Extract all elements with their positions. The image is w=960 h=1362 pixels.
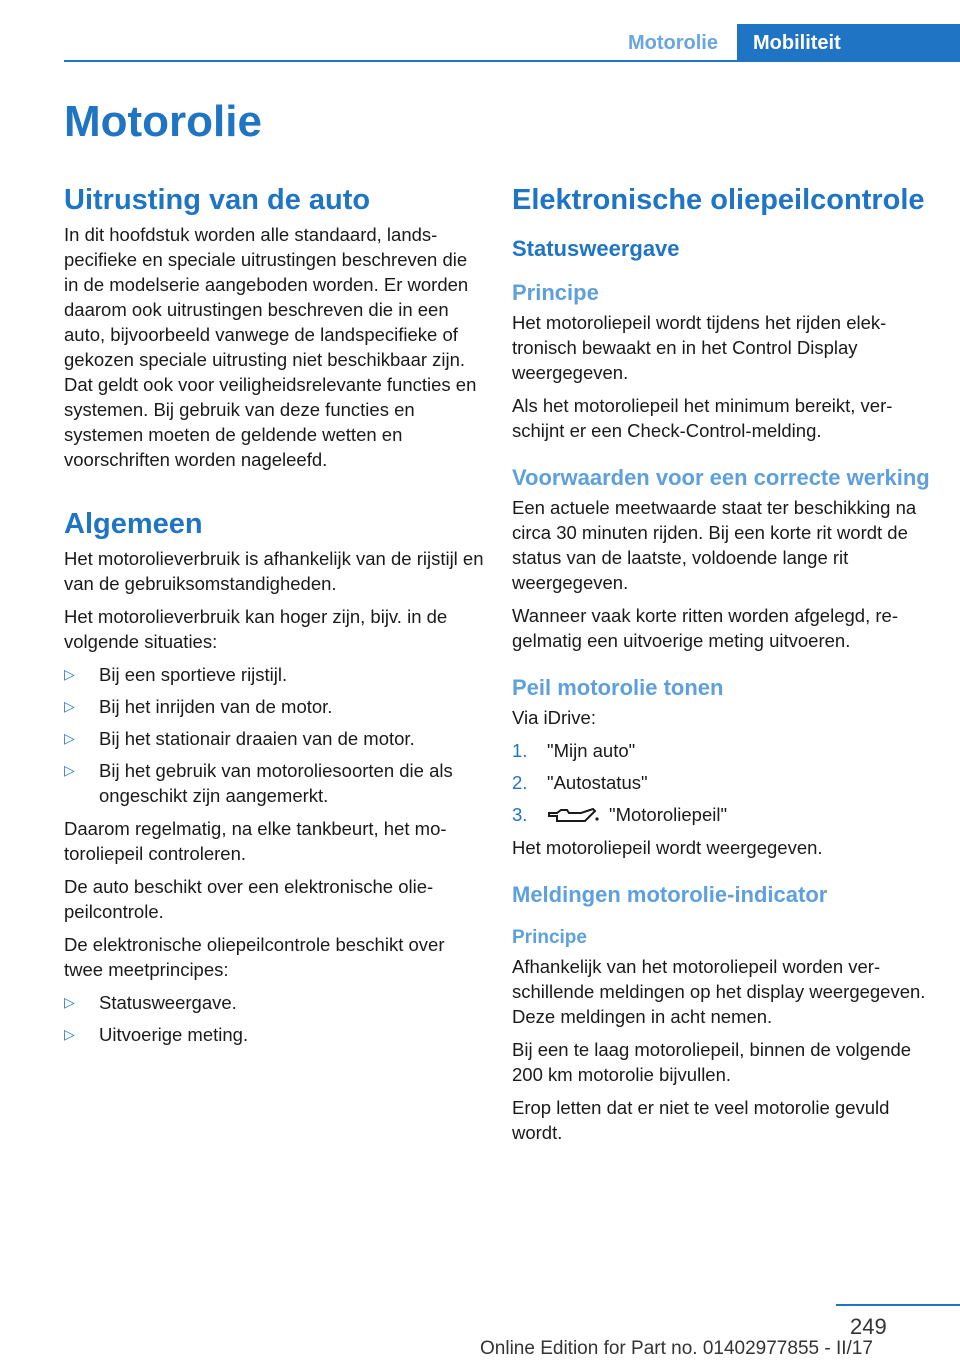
page-title: Motorolie	[64, 97, 262, 146]
right-column	[512, 184, 932, 1153]
list-item: ▷ Uitvoerige meting.	[64, 1024, 249, 1045]
left-column	[64, 184, 484, 1055]
voorwaarden-p1: Een actuele meetwaarde staat ter beschikking na circa 30 minuten rijden. Bij een korte rit wordt de status van de laatste, voldoende lange rit weergegeven.	[512, 497, 917, 593]
triangle-bullet-icon: ▷	[64, 730, 75, 746]
subheading-principe: Principe	[512, 280, 599, 305]
header-rule	[64, 60, 960, 62]
subheading-statusweergave: Statusweergave	[512, 236, 680, 261]
step-item: 2. "Autostatus"	[512, 772, 648, 793]
meldingen-p3: Erop letten dat er niet te veel motorolie gevuld wordt.	[512, 1097, 890, 1143]
principe-p2: Als het motoroliepeil het minimum bereikt, verschijnt er een Check-Control-melding.	[512, 395, 893, 441]
uitrusting-body: In dit hoofdstuk worden alle standaard, landspecifieke en speciale uitrustingen beschreven die in de modelserie aangeboden worden. Er worden daarom ook uitrustingen beschreven die in een auto, bijvoorbeeld vanwege de landspecifieke of gekozen speciale uitrusting niet beschikbaar zijn. Dat geldt ook voor veiligheidsrelevante functies en systemen. Bij gebruik van deze functies en systemen moeten de geldende wetten en voorschriften worden nageleefd.	[64, 224, 477, 470]
section-heading-oliepeilcontrole: Elektronische oliepeilcontrole	[512, 184, 925, 216]
header-chapter-tab: Mobiliteit	[737, 24, 960, 62]
step-item: 1. "Mijn auto"	[512, 740, 636, 761]
list-item: ▷ Bij een sportieve rijstijl.	[64, 664, 288, 685]
header-section-tab: Motorolie	[628, 31, 718, 54]
principe-p1: Het motoroliepeil wordt tijdens het rijden elektronisch bewaakt en in het Control Display weergegeven.	[512, 312, 887, 383]
page-header	[0, 0, 960, 62]
idrive-steps	[512, 738, 932, 827]
section-heading-uitrusting: Uitrusting van de auto	[64, 184, 371, 216]
oil-can-icon	[547, 807, 599, 825]
step-item: 3. "Motoroliepeil"	[512, 804, 728, 825]
algemeen-p4: De auto beschikt over een elektronische oliepeilcontrole.	[64, 876, 434, 922]
voorwaarden-p2: Wanneer vaak korte ritten worden afgelegd, regelmatig een uitvoerige meting uitvoeren.	[512, 605, 898, 651]
triangle-bullet-icon: ▷	[64, 1026, 75, 1042]
section-heading-algemeen: Algemeen	[64, 508, 203, 540]
principles-list	[64, 990, 484, 1047]
peil-p1: Via iDrive:	[512, 707, 596, 728]
meldingen-p2: Bij een te laag motoroliepeil, binnen de volgende 200 km motorolie bijvullen.	[512, 1039, 912, 1085]
subheading-peil-tonen: Peil motorolie tonen	[512, 675, 724, 700]
algemeen-p5: De elektronische oliepeilcontrole beschikt over twee meetprincipes:	[64, 934, 445, 980]
triangle-bullet-icon: ▷	[64, 994, 75, 1010]
list-item: ▷ Bij het gebruik van motoroliesoorten die als ongeschikt zijn aangemerkt.	[64, 760, 453, 806]
subheading-voorwaarden: Voorwaarden voor een correcte werking	[512, 465, 930, 490]
peil-p2: Het motoroliepeil wordt weergegeven.	[512, 837, 823, 858]
subheading-meldingen: Meldingen motorolie-indicator	[512, 882, 828, 907]
meldingen-p1: Afhankelijk van het motoroliepeil worden verschillende meldingen op het display weergegeven. Deze meldingen in acht nemen.	[512, 956, 926, 1027]
triangle-bullet-icon: ▷	[64, 698, 75, 714]
triangle-bullet-icon: ▷	[64, 666, 75, 682]
situations-list	[64, 662, 484, 808]
list-item: ▷ Statusweergave.	[64, 992, 237, 1013]
edition-text: Online Edition for Part no. 01402977855 - II/17	[480, 1338, 873, 1359]
algemeen-p1: Het motorolieverbruik is afhankelijk van de rijstijl en van de gebruiksomstandigheden.	[64, 548, 484, 594]
subheading-meldingen-principe: Principe	[512, 927, 587, 948]
footer-rule	[836, 1304, 960, 1306]
triangle-bullet-icon: ▷	[64, 762, 75, 778]
algemeen-p3: Daarom regelmatig, na elke tankbeurt, het motoroliepeil controleren.	[64, 818, 447, 864]
list-item: ▷ Bij het inrijden van de motor.	[64, 696, 333, 717]
algemeen-p2: Het motorolieverbruik kan hoger zijn, bijv. in de volgende situaties:	[64, 606, 448, 652]
page-number: 249	[850, 1314, 887, 1339]
list-item: ▷ Bij het stationair draaien van de motor.	[64, 728, 415, 749]
